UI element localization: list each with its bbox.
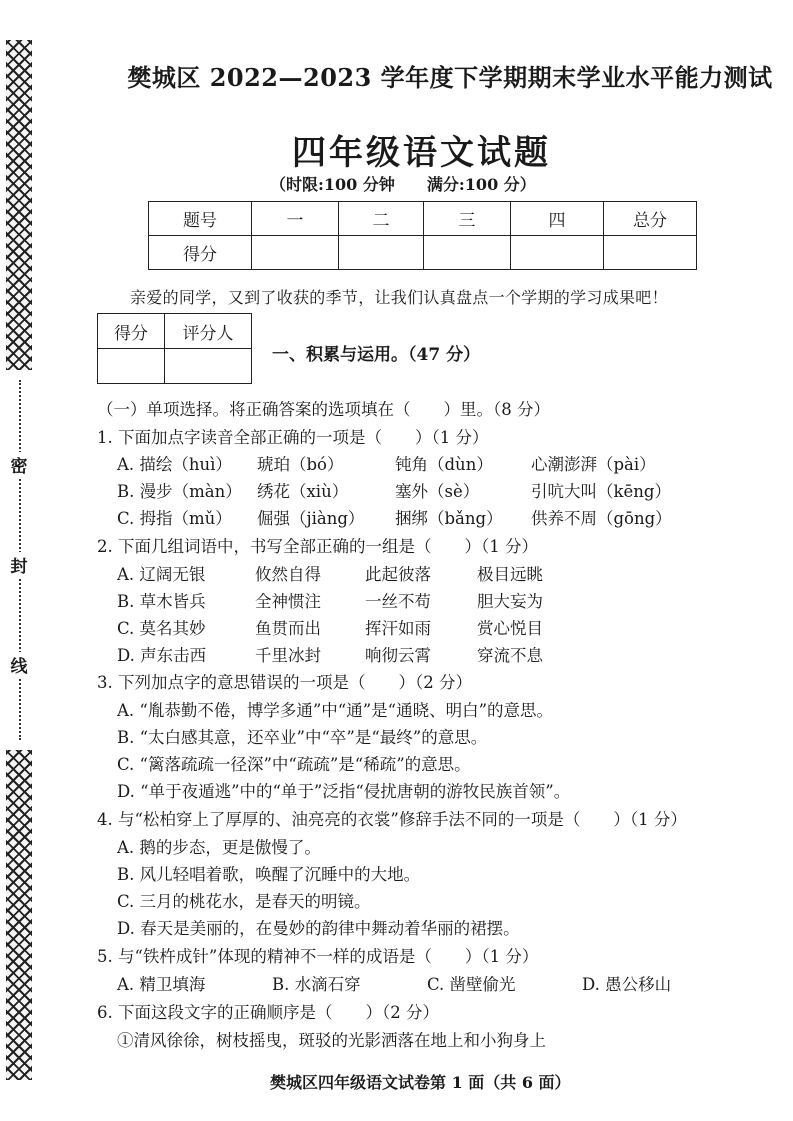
option-item: 响彻云霄: [365, 646, 431, 665]
seal-mark-feng: 封: [8, 552, 30, 577]
score-header-cell: 一: [252, 202, 339, 236]
score-header-cell: 四: [511, 202, 604, 236]
option-item: 挥汗如雨: [365, 619, 431, 638]
section-title: 一、积累与运用。（47 分）: [272, 345, 481, 365]
part-title: （一）单项选择。将正确答案的选项填在（ ）里。（8 分）: [97, 400, 550, 419]
option-row: [117, 642, 543, 666]
option-item: C. 凿壁偷光: [427, 975, 516, 994]
option-row: [117, 615, 543, 639]
option-line: B. 风儿轻唱着歌，唤醒了沉睡中的大地。: [117, 865, 421, 884]
score-cell[interactable]: [424, 236, 511, 270]
question-stem: 4. 与“松柏穿上了厚厚的、油亮亮的衣裳”修辞手法不同的一项是（ ）（1 分）: [97, 810, 687, 829]
seal-mark-xian: 线: [8, 652, 30, 677]
page-footer: 樊城区四年级语文试卷第 1 面（共 6 面）: [270, 1073, 571, 1092]
option-item: B. 水滴石穿: [272, 975, 361, 994]
option-line: B. “太白感其意，还卒业”中“卒”是“最终”的意思。: [117, 728, 488, 747]
score-cell[interactable]: [339, 236, 424, 270]
exam-title: 樊城区 2022—2023 学年度下学期期末学业水平能力测试: [127, 63, 773, 92]
option-line: D. “单于夜遁逃”中的“单于”泛指“侵扰唐朝的游牧民族首领”。: [117, 782, 571, 801]
option-item: 倔强（jiàng）: [257, 509, 365, 528]
option-item: C. 莫名其妙: [117, 619, 206, 638]
score-row-label: 得分: [149, 236, 252, 270]
score-cell[interactable]: [511, 236, 604, 270]
option-row: [117, 588, 543, 612]
option-item: 全神惯注: [255, 592, 321, 611]
option-row: [117, 478, 671, 502]
option-item: 绣花（xiù）: [257, 482, 349, 501]
decorative-border-top: [6, 40, 32, 370]
option-line: C. “篱落疏疏一径深”中“疏疏”是“稀疏”的意思。: [117, 755, 471, 774]
option-item: A. 精卫填海: [117, 975, 206, 994]
score-header-cell: 三: [424, 202, 511, 236]
score-table: [148, 201, 697, 270]
option-item: 钝角（dùn）: [395, 455, 493, 474]
option-item: 胆大妄为: [477, 592, 543, 611]
binding-margin: [0, 40, 40, 1100]
grader-table: [97, 313, 252, 384]
question-stem: 6. 下面这段文字的正确顺序是（ ）（2 分）: [97, 1003, 439, 1022]
greeting-text: 亲爱的同学，又到了收获的季节，让我们认真盘点一个学期的学习成果吧！: [130, 288, 668, 307]
option-line: C. 三月的桃花水，是春天的明镜。: [117, 892, 371, 911]
seal-mark-mi: 密: [8, 452, 30, 477]
time-limit: （时限:100 分钟: [270, 175, 395, 194]
option-row: [117, 561, 543, 585]
option-item: 攸然自得: [255, 565, 321, 584]
score-header-cell: 总分: [604, 202, 697, 236]
score-table-header-row: [149, 202, 697, 236]
question-stem: 3. 下列加点字的意思错误的一项是（ ）（2 分）: [97, 673, 472, 692]
score-cell[interactable]: [252, 236, 339, 270]
option-item: 捆绑（bǎng）: [395, 509, 503, 528]
score-cell[interactable]: [604, 236, 697, 270]
option-item: 赏心悦目: [477, 619, 543, 638]
option-row: [117, 505, 672, 529]
option-item: 千里冰封: [255, 646, 321, 665]
grader-score-label: 得分: [98, 314, 165, 349]
option-item: A. 辽阔无银: [117, 565, 206, 584]
option-item: D. 声东击西: [117, 646, 207, 665]
question-stem: 1. 下面加点字读音全部正确的一项是（ ）（1 分）: [97, 428, 489, 447]
option-item: 供养不周（gōng）: [531, 509, 672, 528]
option-row: [117, 971, 671, 995]
option-line: A. 鹅的步态，更是傲慢了。: [117, 838, 321, 857]
exam-limits: [270, 172, 536, 195]
score-header-cell: 题号: [149, 202, 252, 236]
decorative-border-bottom: [6, 750, 32, 1080]
question-stem: 2. 下面几组词语中，书写全部正确的一组是（ ）（1 分）: [97, 537, 538, 556]
full-score: 满分:100 分）: [426, 175, 536, 194]
option-item: B. 草木皆兵: [117, 592, 206, 611]
option-item: 此起彼落: [365, 565, 431, 584]
option-item: 引吭大叫（kēng）: [531, 482, 671, 501]
option-item: 塞外（sè）: [395, 482, 480, 501]
score-table-score-row: [149, 236, 697, 270]
option-row: [117, 451, 656, 475]
option-item: C. 拇指（mǔ）: [117, 509, 232, 528]
option-line: ①清风徐徐，树枝摇曳，斑驳的光影洒落在地上和小狗身上: [117, 1031, 546, 1050]
option-item: D. 愚公移山: [582, 975, 672, 994]
grader-name-cell[interactable]: [165, 349, 252, 384]
option-item: A. 描绘（huì）: [117, 455, 232, 474]
option-item: 极目远眺: [477, 565, 543, 584]
score-header-cell: 二: [339, 202, 424, 236]
option-item: 琥珀（bó）: [257, 455, 344, 474]
option-line: A. “胤恭勤不倦，博学多通”中“通”是“通晓、明白”的意思。: [117, 701, 554, 720]
question-stem: 5. 与“铁杵成针”体现的精神不一样的成语是（ ）（1 分）: [97, 947, 539, 966]
option-item: 一丝不苟: [365, 592, 431, 611]
option-item: 穿流不息: [477, 646, 543, 665]
option-item: 心潮澎湃（pài）: [531, 455, 656, 474]
option-line: D. 春天是美丽的，在曼妙的韵律中舞动着华丽的裙摆。: [117, 919, 520, 938]
option-item: B. 漫步（màn）: [117, 482, 242, 501]
option-item: 鱼贯而出: [255, 619, 321, 638]
grader-name-label: 评分人: [165, 314, 252, 349]
grader-score-cell[interactable]: [98, 349, 165, 384]
exam-subtitle: 四年级语文试题: [292, 133, 551, 173]
